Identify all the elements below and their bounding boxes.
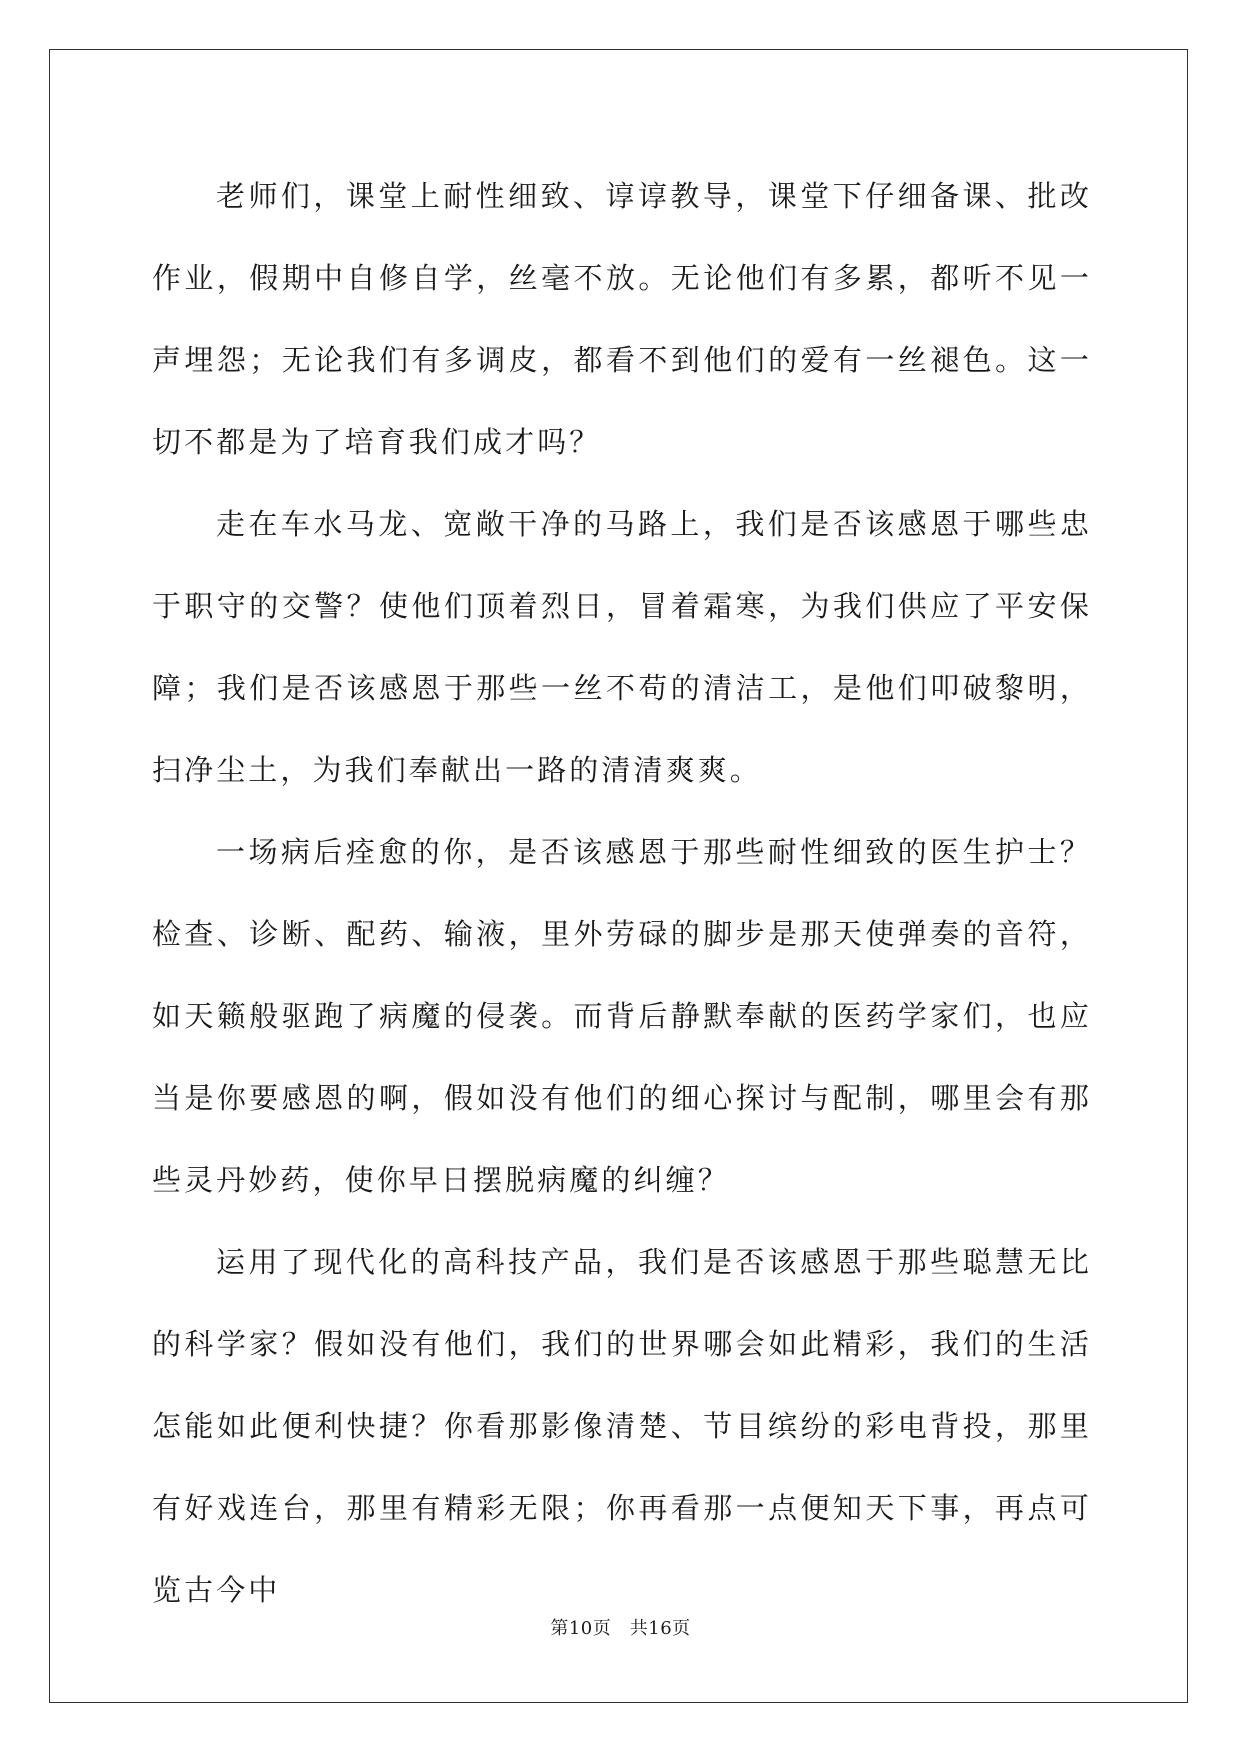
page-number-footer: 第10页 共16页 bbox=[550, 1618, 691, 1639]
paragraph-traffic-police: 走在车水马龙、宽敞干净的马路上，我们是否该感恩于哪些忠于职守的交警？使他们顶着烈日，冒着霜寒，为我们供应了平安保障；我们是否该感恩于那些一丝不苟的清洁工，是他们叩破黎明，扫净尘土，为我们奉献出一路的清清爽爽。 bbox=[152, 507, 1092, 787]
paragraph-medical-staff: 一场病后痊愈的你，是否该感恩于那些耐性细致的医生护士？检查、诊断、配药、输液，里外劳碌的脚步是那天使弹奏的音符，如天籁般驱跑了病魔的侵袭。而背后静默奉献的医药学家们，也应当是你要感恩的啊，假如没有他们的细心探讨与配制，哪里会有那些灵丹妙药，使你早日摆脱病魔的纠缠？ bbox=[152, 835, 1092, 1197]
paragraph-teachers: 老师们，课堂上耐性细致、谆谆教导，课堂下仔细备课、批改作业，假期中自修自学，丝毫不放。无论他们有多累，都听不见一声埋怨；无论我们有多调皮，都看不到他们的爱有一丝褪色。这一切不都是为了培育我们成才吗？ bbox=[152, 179, 1092, 459]
document-body bbox=[152, 155, 1092, 1631]
paragraph-scientists: 运用了现代化的高科技产品，我们是否该感恩于那些聪慧无比的科学家？假如没有他们，我们的世界哪会如此精彩，我们的生活怎能如此便利快捷？你看那影像清楚、节目缤纷的彩电背投，那里有好戏连台，那里有精彩无限；你再看那一点便知天下事，再点可览古今中 bbox=[152, 1245, 1092, 1607]
